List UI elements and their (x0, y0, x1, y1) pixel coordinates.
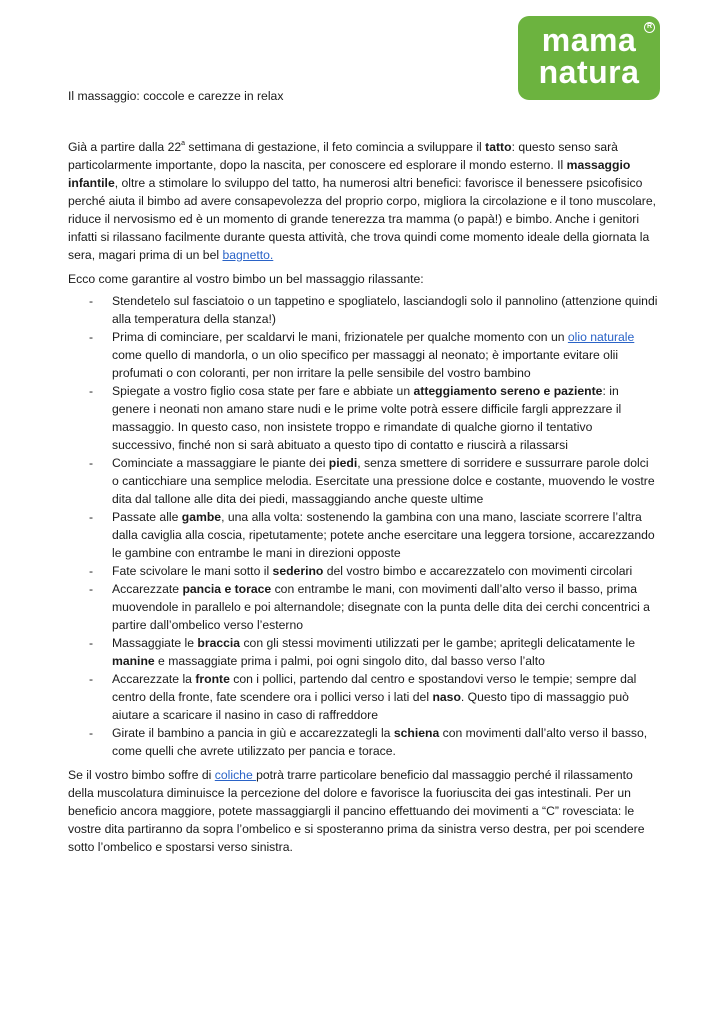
list-item (68, 670, 658, 724)
logo-word-mama: mama (541, 22, 637, 58)
step-bold: manine (112, 654, 155, 668)
step-bold: atteggiamento sereno e paziente (413, 384, 603, 398)
step-text: : in genere i neonati non amano stare nudi e le prime volte potrà essere difficile fargli apprezzare il massaggio. In questo caso, non insistete troppo e rimandate di qualche giorno il tentativo successivo, finché non si sarà abituato a questo tipo di contatto e riuscirà a rilassarsi (112, 384, 622, 452)
step-bold: piedi (328, 456, 358, 470)
step-text: con entrambe le mani, con movimenti dall’alto verso il basso, prima muovendole in parallelo e poi alternandole; disegnate con la punta delle dita dei cerchi concentrici a partire dall’ombelico verso l’esterno (112, 582, 650, 632)
step-bold: schiena (393, 726, 440, 740)
intro-text: : questo senso sarà particolarmente importante, dopo la nascita, per conoscere ed esplorare il mondo esterno. Il (68, 140, 618, 172)
document-title: Il massaggio: coccole e carezze in relax (68, 89, 284, 103)
olio-naturale-link[interactable]: olio naturale (567, 330, 635, 344)
step-text: Prima di cominciare, per scaldarvi le mani, frizionatele per qualche momento con un (112, 330, 568, 344)
massage-steps-list (68, 292, 658, 760)
list-item (68, 634, 658, 670)
step-text: Accarezzate (112, 582, 183, 596)
bagnetto-link[interactable]: bagnetto. (222, 248, 274, 262)
list-bullet: - (89, 636, 94, 650)
list-bullet: - (89, 510, 94, 524)
step-bold: fronte (195, 672, 230, 686)
list-bullet: - (89, 294, 94, 308)
step-text: Girate il bambino a pancia in giù e accarezzategli la (112, 726, 394, 740)
step-bold: braccia (197, 636, 241, 650)
step-text: . Questo tipo di massaggio può aiutare a scaricare il nasino in caso di raffreddore (112, 690, 629, 722)
list-item (68, 382, 658, 454)
step-text: con movimenti dall’alto verso il basso, come quelli che avrete utilizzato per pancia e torace. (112, 726, 648, 758)
step-text: , senza smettere di sorridere e sussurrare parole dolci o canticchiare una semplice melodia. Esercitate una pressione dolce e costante, muovendo le vostre dita dal tallone alle dita dei piedi, massaggiando anche queste ultime (112, 456, 655, 506)
step-bold: naso (432, 690, 461, 704)
list-item (68, 724, 658, 760)
step-text: Passate alle (112, 510, 182, 524)
ordinal-superscript: a (181, 139, 186, 147)
step-text: Spiegate a vostro figlio cosa state per fare e abbiate un (112, 384, 414, 398)
list-item (68, 454, 658, 508)
step-text: come quello di mandorla, o un olio specifico per massaggi al neonato; è importante evitare olii profumati o con coloranti, per non irritare la pelle sensibile del vostro bambino (112, 348, 619, 380)
list-bullet: - (89, 564, 94, 578)
intro-paragraph (68, 138, 658, 264)
step-text: e massaggiate prima i palmi, poi ogni singolo dito, dal basso verso l’alto (154, 654, 545, 668)
list-bullet: - (89, 330, 94, 344)
step-text: con i pollici, partendo dal centro e spostandovi verso le tempie; sempre dal centro della fronte, fate scendere ora i pollici verso i lati del (112, 672, 637, 704)
list-bullet: - (89, 456, 94, 470)
coliche-link[interactable]: coliche (214, 768, 257, 782)
step-bold: sederino (272, 564, 324, 578)
document-body (68, 138, 658, 856)
step-bold: gambe (181, 510, 222, 524)
list-bullet: - (89, 672, 94, 686)
intro-text: Già a partire dalla 22 (68, 140, 182, 154)
step-text: Cominciate a massaggiare le piante dei (112, 456, 329, 470)
step-text: Stendetelo sul fasciatoio o un tappetino e spogliatelo, lasciandogli solo il pannolino (attenzione quindi alla temperatura della stanza!) (112, 294, 658, 326)
list-bullet: - (89, 384, 94, 398)
list-item (68, 328, 658, 382)
list-bullet: - (89, 582, 94, 596)
list-item (68, 508, 658, 562)
list-item (68, 562, 658, 580)
step-text: Accarezzate la (112, 672, 196, 686)
closing-paragraph (68, 766, 658, 856)
step-text: Massaggiate le (112, 636, 198, 650)
closing-text: Se il vostro bimbo soffre di (68, 768, 215, 782)
lead-paragraph: Ecco come garantire al vostro bimbo un bel massaggio rilassante: (68, 272, 424, 286)
step-text: con gli stessi movimenti utilizzati per le gambe; apritegli delicatamente le (240, 636, 635, 650)
intro-text: settimana di gestazione, il feto comincia a sviluppare il (185, 140, 486, 154)
bold-massaggio-infantile: massaggio infantile (68, 158, 631, 190)
registered-mark-icon: R (644, 22, 655, 33)
step-text: del vostro bimbo e accarezzatelo con movimenti circolari (323, 564, 633, 578)
list-item (68, 580, 658, 634)
bold-tatto: tatto (485, 140, 512, 154)
list-bullet: - (89, 726, 94, 740)
step-text: , una alla volta: sostenendo la gambina con una mano, lasciate scorrere l’altra dalla caviglia alla coscia, ripetutamente; potete anche esercitare una leggera torsione, accarezzando le gambine con entrambe le mani in direzioni opposte (112, 510, 655, 560)
step-bold: pancia e torace (182, 582, 272, 596)
logo-word-natura: natura (538, 54, 640, 90)
closing-text: potrà trarre particolare beneficio dal massaggio perché il rilassamento della muscolatura diminuisce la percezione del dolore e favorisce la fuoriuscita dei gas intestinali. Per un beneficio ancora maggiore, potete massaggiargli il pancino effettuando dei movimenti a “C” rovesciata: le vostre dita partiranno da sopra l’ombelico e si sposteranno prima da sinistra verso destra, per poi scendere sotto l’ombelico e spostarsi verso sinistra. (68, 768, 645, 854)
intro-text: , oltre a stimolare lo sviluppo del tatto, ha numerosi altri benefici: favorisce il benessere psicofisico perché aiuta il bimbo ad avere consapevolezza del proprio corpo, migliora la circolazione e il tono muscolare, riduce il nervosismo ed è un momento di grande tenerezza tra mamma (o papà!) e bimbo. Anche i genitori infatti si rilassano facilmente durante questa attività, che trova quindi come momento ideale della giornata la sera, magari prima di un bel (68, 176, 657, 262)
mama-natura-logo (518, 16, 660, 100)
list-item (68, 292, 658, 328)
step-text: Fate scivolare le mani sotto il (112, 564, 273, 578)
